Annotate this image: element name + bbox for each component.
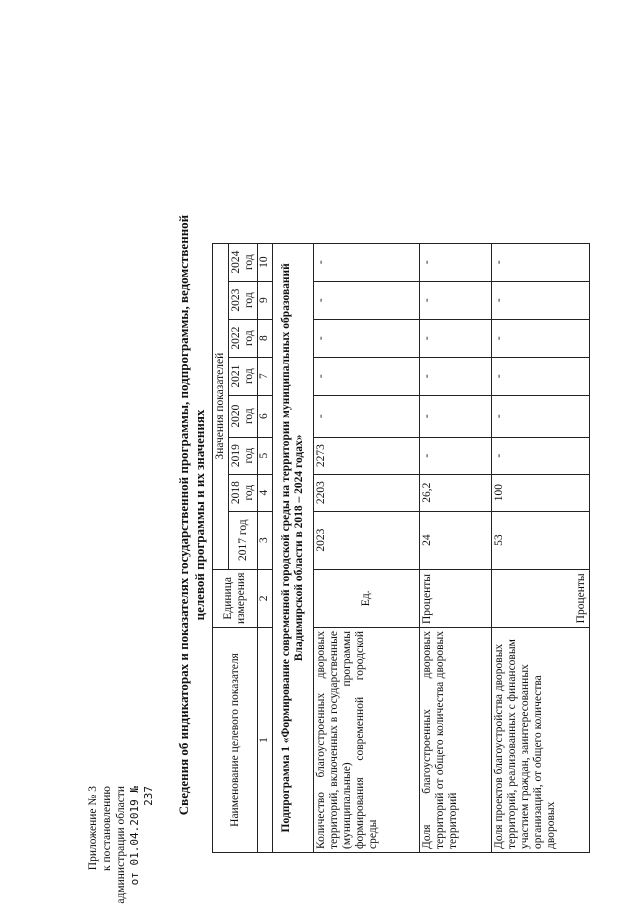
header-year: 2022 год	[229, 319, 258, 357]
indicator-unit: Проценты	[420, 569, 492, 627]
value-cell: 53	[492, 511, 590, 569]
value-cell: -	[420, 281, 492, 319]
value-cell: -	[492, 357, 590, 395]
appendix-date-number: от 01.04.2019 № 237	[128, 786, 155, 886]
value-cell: 26,2	[420, 474, 492, 511]
indicators-table	[212, 243, 590, 853]
indicator-name: Доля благоустроенных дворовых территорий от общего количества дворовых территорий	[420, 628, 492, 853]
indicator-name: Доля проектов благоустройства дворовых территорий, реализованных с финансовым участием граждан, заинтересованных организаций, от общего количества дворовых	[492, 628, 590, 853]
table-row	[314, 243, 420, 852]
value-cell: -	[314, 243, 420, 281]
column-number: 1	[258, 628, 273, 853]
value-cell: -	[492, 281, 590, 319]
appendix-line-1: Приложение № 3	[87, 786, 99, 871]
value-cell: -	[314, 319, 420, 357]
indicator-name: Количество благоустроенных дворовых территорий, включенных в государственные (муниципальные) программы формирования современной городской среды	[314, 628, 420, 853]
subprogram-title: Подпрограмма 1 «Формирование современной городской среды на территории муниципальных образований Владимирской области в 2018 – 2024 годах»	[273, 243, 314, 852]
column-number: 3	[258, 511, 273, 569]
value-cell: -	[314, 357, 420, 395]
table-row	[420, 243, 492, 852]
value-cell: -	[492, 319, 590, 357]
column-number: 5	[258, 437, 273, 474]
column-number: 6	[258, 395, 273, 437]
indicator-unit: Проценты	[492, 569, 590, 627]
value-cell: 24	[420, 511, 492, 569]
header-values: Значения показателей	[213, 243, 229, 569]
header-year: 2024 год	[229, 243, 258, 281]
value-cell: -	[492, 437, 590, 474]
value-cell: 2203	[314, 474, 420, 511]
value-cell: -	[420, 395, 492, 437]
value-cell: 2023	[314, 511, 420, 569]
column-number-row	[258, 243, 273, 852]
value-cell: -	[314, 281, 420, 319]
header-year: 2018 год	[229, 474, 258, 511]
appendix-line-2: к постановлению	[101, 786, 113, 871]
column-number: 9	[258, 281, 273, 319]
table-row	[492, 243, 590, 852]
value-cell: 100	[492, 474, 590, 511]
column-number: 10	[258, 243, 273, 281]
header-indicator-name: Наименование целевого показателя	[213, 628, 258, 853]
value-cell: 2273	[314, 437, 420, 474]
value-cell: -	[420, 319, 492, 357]
value-cell: -	[420, 437, 492, 474]
value-cell: -	[492, 395, 590, 437]
appendix-line-3: администрации области	[115, 786, 127, 904]
column-number: 8	[258, 319, 273, 357]
document-title: Сведения об индикаторах и показателях государственной программы, подпрограммы, ведомственной целевой программы и их значениях	[176, 214, 207, 816]
value-cell: -	[492, 243, 590, 281]
appendix-note	[86, 786, 156, 905]
column-number: 4	[258, 474, 273, 511]
header-unit: Единица измерения	[213, 569, 258, 627]
value-cell: -	[314, 395, 420, 437]
column-number: 7	[258, 357, 273, 395]
value-cell: -	[420, 357, 492, 395]
indicator-unit: Ед.	[314, 569, 420, 627]
header-year: 2019 год	[229, 437, 258, 474]
header-year: 2017 год	[229, 511, 258, 569]
header-year: 2023 год	[229, 281, 258, 319]
value-cell: -	[420, 243, 492, 281]
header-year: 2021 год	[229, 357, 258, 395]
column-number: 2	[258, 569, 273, 627]
header-year: 2020 год	[229, 395, 258, 437]
